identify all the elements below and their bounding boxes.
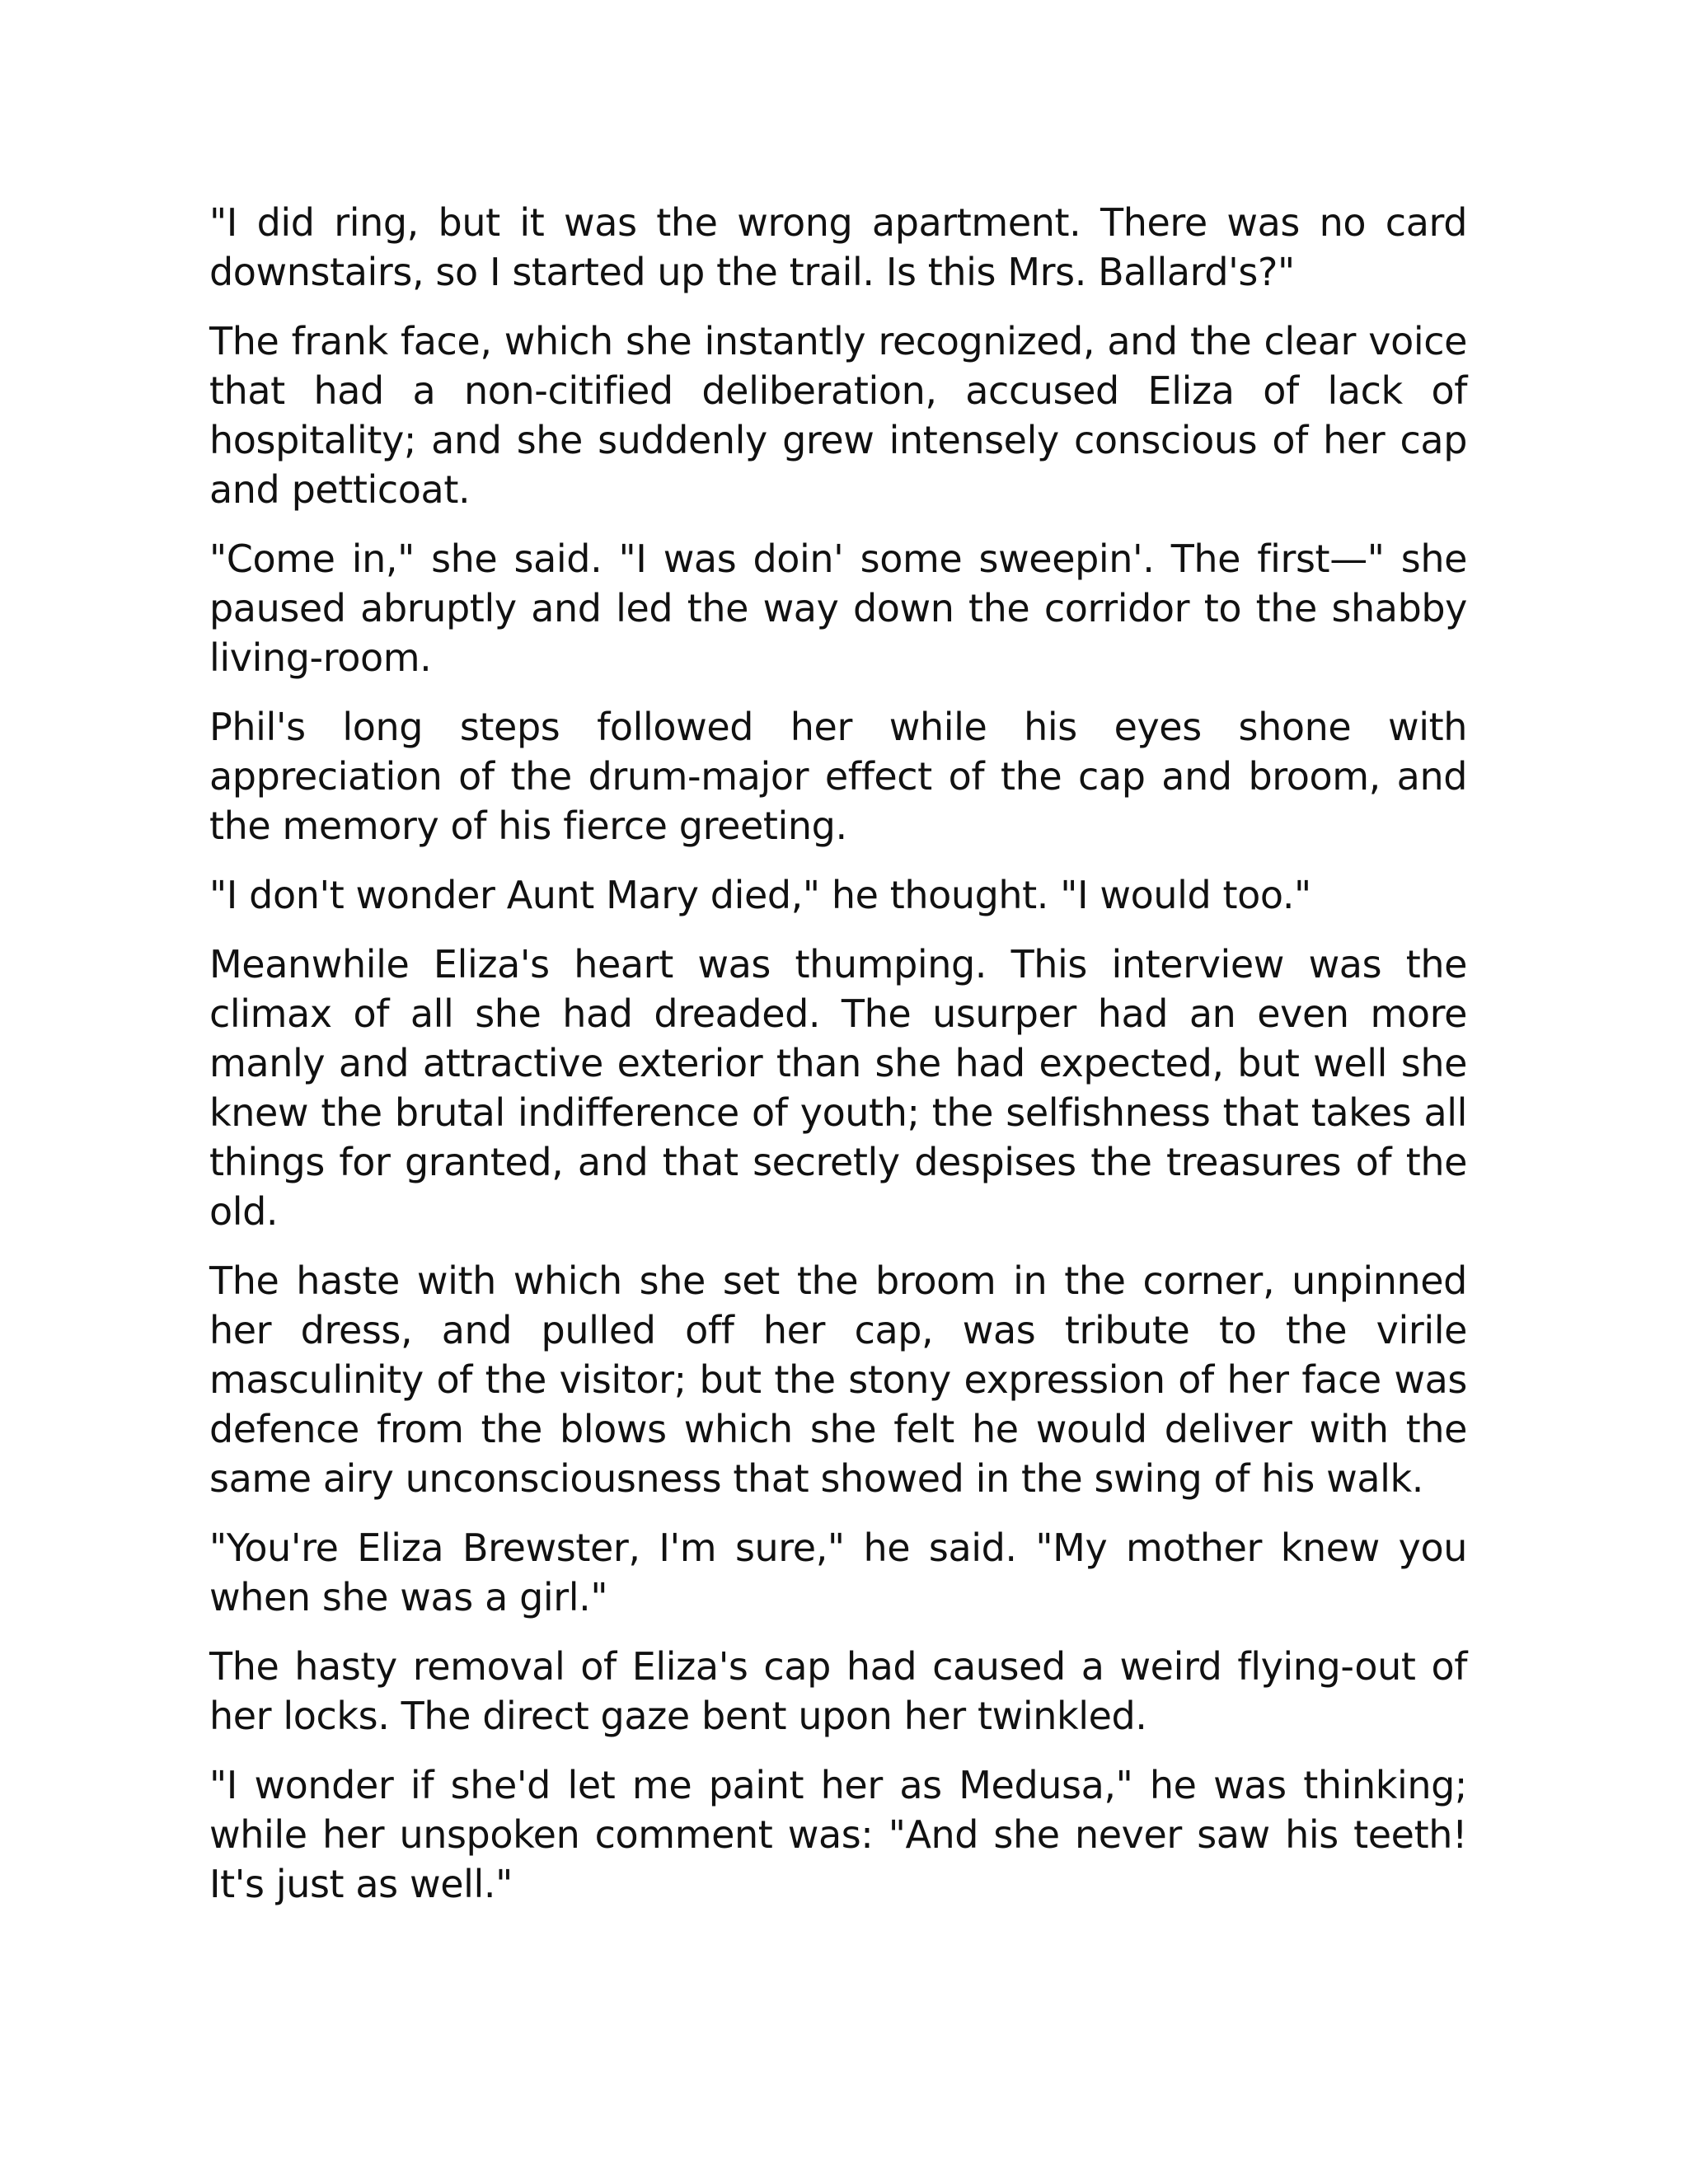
paragraph: "I wonder if she'd let me paint her as Medusa," he was thinking; while her unspoken comment was: "And she never saw his teeth! It's just as well.": [209, 1763, 1467, 1906]
paragraph: The frank face, which she instantly recognized, and the clear voice that had a non-citified deliberation, accused Eliza of lack of hospitality; and she suddenly grew intensely conscious of her cap and petticoat.: [209, 319, 1467, 512]
paragraph: "Come in," she said. "I was doin' some sweepin'. The first—" she paused abruptly and led the way down the corridor to the shabby living-room.: [209, 537, 1467, 680]
body-text: [209, 198, 1467, 1929]
paragraph: Meanwhile Eliza's heart was thumping. This interview was the climax of all she had dreaded. The usurper had an even more manly and attractive exterior than she had expected, but well she knew the brutal indifference of youth; the selfishness that takes all things for granted, and that secretly despises the treasures of the old.: [209, 942, 1467, 1234]
paragraph: "You're Eliza Brewster, I'm sure," he said. "My mother knew you when she was a girl.": [209, 1526, 1467, 1619]
paragraph: "I did ring, but it was the wrong apartment. There was no card downstairs, so I started up the trail. Is this Mrs. Ballard's?": [209, 200, 1467, 294]
paragraph: Phil's long steps followed her while his eyes shone with appreciation of the drum-major effect of the cap and broom, and the memory of his fierce greeting.: [209, 705, 1467, 848]
paragraph: The hasty removal of Eliza's cap had caused a weird flying-out of her locks. The direct gaze bent upon her twinkled.: [209, 1644, 1467, 1738]
paragraph: The haste with which she set the broom in the corner, unpinned her dress, and pulled off her cap, was tribute to the virile masculinity of the visitor; but the stony expression of her face was defence from the blows which she felt he would deliver with the same airy unconsciousness that showed in the swing of his walk.: [209, 1258, 1467, 1501]
paragraph: "I don't wonder Aunt Mary died," he thought. "I would too.": [209, 873, 1311, 917]
